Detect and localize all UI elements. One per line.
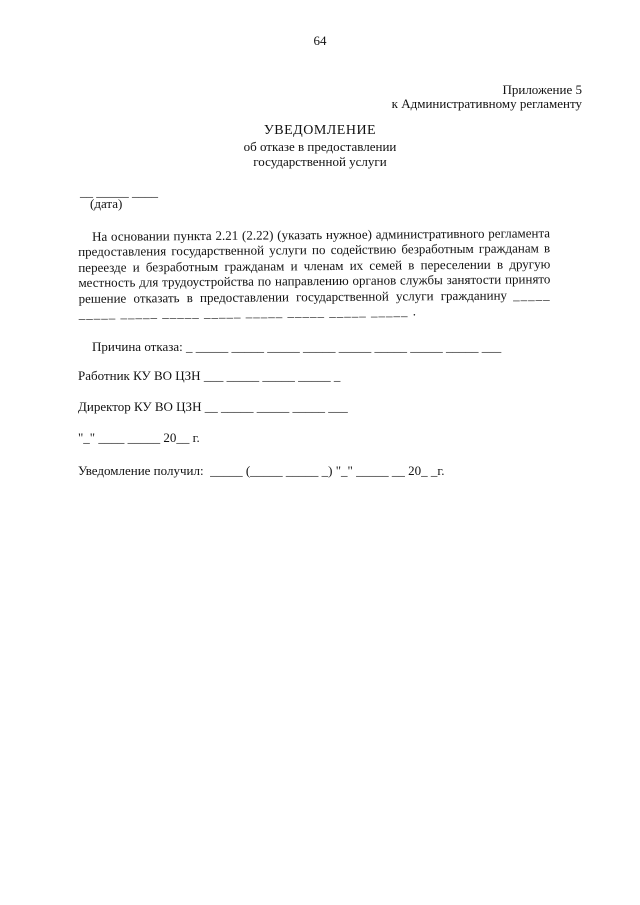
date-blanks: __ _____ ____: [80, 184, 158, 199]
document-subtitle-2: государственной услуги: [253, 154, 387, 169]
director-row: [78, 399, 348, 414]
notice-paragraph-text: На основании пункта 2.21 (2.22) (указать нужное) административного регламента предоставления государственной услуги по содействию безработным гражданам в переезде и безработным гражданам и членам их семей в переселении в другую местность для трудоустройства по направлению органов службы занятости принято решение отказать в предоставлении государственной услуги гражданину: [78, 225, 551, 306]
signing-date-row: [78, 430, 200, 445]
signing-date-blanks: "_" ____ _____ 20__ г.: [78, 430, 200, 445]
document-subtitle-1: об отказе в предоставлении: [243, 139, 397, 154]
worker-label: Работник КУ ВО ЦЗН: [78, 368, 201, 383]
receipt-blanks: _____ (_____ _____ _) "_" _____ __ 20_ _г.: [203, 463, 445, 478]
notice-body: [78, 225, 551, 321]
refusal-reason-blanks: _ _____ _____ _____ _____ _____ _____ _____ _____ ___: [182, 339, 502, 354]
appendix-line-2: к Административному регламенту: [391, 96, 582, 111]
director-label: Директор КУ ВО ЦЗН: [78, 399, 202, 414]
refusal-reason-row: [92, 339, 501, 354]
worker-row: [78, 368, 340, 383]
page-number: 64: [313, 33, 327, 48]
document-title: УВЕДОМЛЕНИЕ: [263, 123, 377, 138]
director-signature-blanks: __ _____ _____ _____ ___: [201, 399, 348, 414]
citizen-name-blanks: _____ _____ _____ _____ _____ _____ _____ _____ _____ .: [78, 286, 551, 322]
receipt-row: [78, 463, 444, 478]
date-label: (дата): [90, 196, 123, 211]
receipt-label: Уведомление получил:: [78, 463, 204, 478]
notice-paragraph: [78, 225, 551, 321]
worker-signature-blanks: ___ _____ _____ _____ _: [200, 368, 341, 383]
appendix-line-1: Приложение 5: [502, 82, 582, 97]
refusal-reason-label: Причина отказа:: [92, 339, 183, 354]
